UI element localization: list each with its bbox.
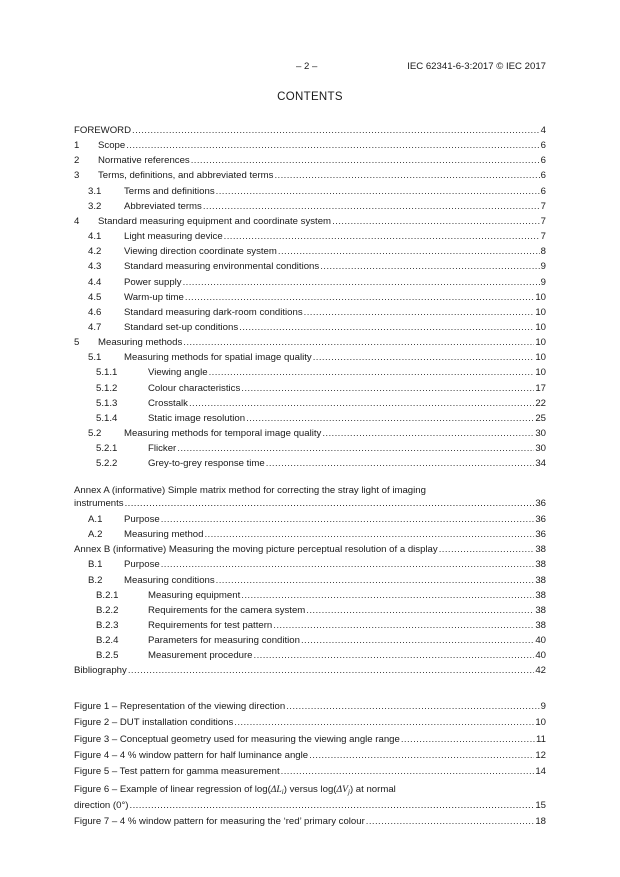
dot-leader (126, 139, 539, 153)
page-reference: 36 (535, 514, 546, 525)
figure-title-text: Figure 6 – Example of linear regression of log( (74, 784, 271, 795)
toc-entry-number: 4.7 (88, 322, 102, 333)
toc-entry-title: Light measuring device (124, 231, 223, 242)
toc-entry-title: Requirements for test pattern (148, 620, 273, 631)
toc-entry-title: Terms and definitions (124, 186, 215, 197)
figure-list-entry[interactable] (74, 815, 546, 829)
dot-leader (161, 513, 535, 527)
toc-entry-number: 3.2 (88, 201, 102, 212)
page-reference: 7 (540, 216, 546, 227)
toc-entry[interactable] (74, 336, 546, 350)
dot-leader (241, 382, 534, 396)
toc-entry-title: Measuring methods (98, 337, 183, 348)
dot-leader (128, 664, 535, 678)
toc-entry[interactable] (74, 558, 546, 572)
document-reference: IEC 62341-6-3:2017 © IEC 2017 (407, 61, 546, 72)
dot-leader (216, 574, 535, 588)
figure-list-entry[interactable] (74, 749, 546, 763)
toc-entry[interactable] (74, 442, 546, 456)
page-reference: 36 (535, 498, 546, 509)
toc-entry-title: Standard set-up conditions (124, 322, 239, 333)
toc-entry[interactable] (74, 215, 546, 229)
page-reference: 38 (535, 605, 546, 616)
figure-title: Figure 1 – Representation of the viewing direction (74, 701, 286, 712)
delta-l-symbol: ΔL (270, 784, 282, 795)
dot-leader (246, 412, 534, 426)
toc-entry-number: 3.1 (88, 186, 102, 197)
page-reference: 38 (535, 620, 546, 631)
page-reference: 10 (535, 337, 546, 348)
toc-entry-title: Requirements for the camera system (148, 605, 306, 616)
dot-leader (239, 321, 534, 335)
figure-list-entry-6[interactable] (74, 783, 546, 812)
toc-entry-title: Parameters for measuring condition (148, 635, 300, 646)
dot-leader (224, 230, 540, 244)
toc-entry[interactable] (74, 574, 546, 588)
toc-entry-title: Viewing direction coordinate system (124, 246, 277, 257)
toc-entry-number: 4.6 (88, 307, 102, 318)
toc-entry-title: Measuring method (124, 529, 204, 540)
toc-entry-title: Standard measuring equipment and coordinate system (98, 216, 332, 227)
toc-entry[interactable] (74, 200, 546, 214)
toc-entry-number: 5 (74, 337, 80, 348)
toc-entry-title: Normative references (98, 155, 190, 166)
dot-leader (125, 497, 535, 510)
toc-entry-number: 4.2 (88, 246, 102, 257)
toc-entry-title: FOREWORD (74, 125, 132, 136)
page-reference: 38 (535, 575, 546, 586)
dot-leader (266, 457, 535, 471)
toc-entry-number: B.2.4 (96, 635, 119, 646)
toc-entry-number: 5.1.1 (96, 367, 118, 378)
figure-list-entry[interactable] (74, 733, 546, 747)
toc-entry[interactable] (74, 664, 546, 678)
dot-leader (366, 815, 535, 829)
toc-entry-number: B.2.5 (96, 650, 119, 661)
page-reference: 7 (540, 231, 546, 242)
toc-entry-title: Standard measuring environmental conditions (124, 261, 320, 272)
dot-leader (322, 427, 534, 441)
toc-entry[interactable] (74, 154, 546, 168)
toc-entry-number: 5.2.2 (96, 458, 118, 469)
toc-entry-number: 5.1.4 (96, 413, 118, 424)
dot-leader (241, 589, 534, 603)
page-reference: 18 (535, 816, 546, 827)
figure-title-continued: direction (0°) (74, 800, 129, 811)
dot-leader (189, 397, 534, 411)
toc-entry-number: B.2.3 (96, 620, 119, 631)
toc-entry-title: Abbreviated terms (124, 201, 202, 212)
page-reference: 9 (540, 277, 546, 288)
toc-entry-title: Measuring methods for spatial image quality (124, 352, 312, 363)
toc-entry-title: Bibliography (74, 665, 127, 676)
toc-entry[interactable] (74, 169, 546, 183)
page-reference: 40 (535, 650, 546, 661)
toc-entry-number: 5.1.2 (96, 383, 118, 394)
toc-entry-number: 2 (74, 155, 80, 166)
toc-entry-number: 4.3 (88, 261, 102, 272)
figure-title: Figure 4 – 4 % window pattern for half luminance angle (74, 750, 309, 761)
dot-leader (332, 215, 540, 229)
page-reference: 25 (535, 413, 546, 424)
page-reference: 22 (535, 398, 546, 409)
toc-entry-title: Measuring equipment (148, 590, 241, 601)
page-reference: 40 (535, 635, 546, 646)
toc-entry[interactable] (74, 589, 546, 603)
toc-entry[interactable] (74, 382, 546, 396)
dot-leader (439, 543, 535, 557)
page-reference: 14 (535, 766, 546, 777)
dot-leader (301, 634, 534, 648)
toc-entry[interactable] (74, 139, 546, 153)
page-reference: 6 (540, 155, 546, 166)
toc-entry[interactable] (74, 412, 546, 426)
page-reference: 34 (535, 458, 546, 469)
page-reference: 10 (535, 717, 546, 728)
toc-entry-title: Measuring methods for temporal image quality (124, 428, 322, 439)
page-reference: 8 (540, 246, 546, 257)
dot-leader (234, 716, 534, 730)
toc-entry-number: 4.5 (88, 292, 102, 303)
toc-entry-title-continued: instruments (74, 498, 124, 509)
toc-entry-title: Grey-to-grey response time (148, 458, 265, 469)
toc-entry[interactable] (74, 185, 546, 199)
toc-entry[interactable] (74, 634, 546, 648)
dot-leader (203, 200, 540, 214)
toc-entry-title: Annex B (informative) Measuring the moving picture perceptual resolution of a display (74, 544, 438, 555)
toc-entry-number: B.2.1 (96, 590, 119, 601)
page-reference: 6 (540, 140, 546, 151)
toc-entry-number: 5.2.1 (96, 443, 118, 454)
toc-entry-title: Standard measuring dark-room conditions (124, 307, 303, 318)
figure-list-entry[interactable] (74, 716, 546, 730)
toc-entry[interactable] (74, 366, 546, 380)
toc-entry-title: Scope (98, 140, 126, 151)
toc-entry-number: 5.1.3 (96, 398, 118, 409)
page-reference: 11 (536, 734, 546, 745)
page-reference: 10 (535, 307, 546, 318)
page-reference: 38 (535, 544, 546, 555)
toc-entry-title: Crosstalk (148, 398, 188, 409)
dot-leader (216, 185, 540, 199)
page-reference: 17 (535, 383, 546, 394)
toc-entry-number: 4.4 (88, 277, 102, 288)
toc-entry[interactable] (74, 306, 546, 320)
dot-leader (281, 765, 535, 779)
toc-entry-title: Measuring conditions (124, 575, 215, 586)
toc-entry-title: Terms, definitions, and abbreviated terms (98, 170, 274, 181)
toc-entry[interactable] (74, 649, 546, 663)
dot-leader (183, 276, 540, 290)
page-reference: 6 (540, 170, 546, 181)
figure-title-text: ) versus log( (283, 784, 337, 795)
dot-leader (209, 366, 535, 380)
toc-entry-title: Warm-up time (124, 292, 184, 303)
page-reference: 4 (540, 125, 546, 136)
page-reference: 12 (535, 750, 546, 761)
figure-title: Figure 3 – Conceptual geometry used for measuring the viewing angle range (74, 734, 400, 745)
page-reference: 30 (535, 428, 546, 439)
dot-leader (185, 291, 534, 305)
toc-entry[interactable] (74, 457, 546, 471)
dot-leader (254, 649, 535, 663)
toc-entry[interactable] (74, 291, 546, 305)
dot-leader (177, 442, 534, 456)
page-reference: 7 (540, 201, 546, 212)
toc-entry-number: 3 (74, 170, 80, 181)
page-reference: 38 (535, 559, 546, 570)
toc-entry[interactable] (74, 513, 546, 527)
toc-entry-number: 5.2 (88, 428, 102, 439)
figure-list-entry[interactable] (74, 765, 546, 779)
toc-entry-title: Viewing angle (148, 367, 208, 378)
toc-entry[interactable] (74, 230, 546, 244)
page-reference: 10 (535, 322, 546, 333)
toc-entry-title: Purpose (124, 514, 160, 525)
dot-leader (306, 604, 534, 618)
toc-entry-number: A.2 (88, 529, 103, 540)
dot-leader (161, 558, 535, 572)
toc-entry[interactable] (74, 351, 546, 365)
figure-list-entry[interactable] (74, 700, 546, 714)
toc-entry-number: A.1 (88, 514, 103, 525)
dot-leader (273, 619, 534, 633)
toc-entry-title: Measurement procedure (148, 650, 253, 661)
page-reference: 10 (535, 292, 546, 303)
toc-entry[interactable] (74, 528, 546, 542)
toc-entry-annex-a[interactable] (74, 484, 546, 510)
toc-entry-number: B.2.2 (96, 605, 119, 616)
dot-leader (191, 154, 540, 168)
page-reference: 9 (540, 701, 546, 712)
dot-leader (313, 351, 535, 365)
page-reference: 36 (535, 529, 546, 540)
toc-entry-number: 1 (74, 140, 80, 151)
toc-entry[interactable] (74, 397, 546, 411)
page-reference: 9 (540, 261, 546, 272)
toc-entry[interactable] (74, 543, 546, 557)
toc-entry-number: B.1 (88, 559, 103, 570)
figure-title (74, 783, 546, 799)
toc-entry[interactable] (74, 260, 546, 274)
page-reference: 38 (535, 590, 546, 601)
toc-entry-title: Flicker (148, 443, 177, 454)
page-title: CONTENTS (277, 91, 343, 103)
toc-entry-title: Static image resolution (148, 413, 246, 424)
toc-entry[interactable] (74, 245, 546, 259)
toc-entry-number: 5.1 (88, 352, 102, 363)
toc-entry-number: 4.1 (88, 231, 102, 242)
toc-entry[interactable] (74, 276, 546, 290)
toc-entry-title: Power supply (124, 277, 182, 288)
dot-leader (278, 245, 540, 259)
page-reference: 15 (535, 800, 546, 811)
dot-leader (309, 749, 534, 763)
figure-title: Figure 2 – DUT installation conditions (74, 717, 234, 728)
page-number: – 2 – (296, 61, 318, 72)
dot-leader (286, 700, 539, 714)
page-reference: 30 (535, 443, 546, 454)
delta-v-symbol: ΔV (336, 784, 348, 795)
toc-entry[interactable] (74, 619, 546, 633)
subscript-j: j (347, 788, 350, 796)
dot-leader (132, 124, 540, 138)
figure-title-text: ) at normal (349, 784, 396, 795)
page-header (0, 60, 620, 74)
dot-leader (274, 169, 539, 183)
toc-entry-number: B.2 (88, 575, 103, 586)
figure-title: Figure 7 – 4 % window pattern for measuring the ‘red’ primary colour (74, 816, 365, 827)
page-reference: 42 (535, 665, 546, 676)
page-reference: 10 (535, 352, 546, 363)
dot-leader (304, 306, 535, 320)
subscript-i: i (281, 788, 284, 796)
toc-entry[interactable] (74, 321, 546, 335)
dot-leader (320, 260, 539, 274)
dot-leader (401, 733, 535, 747)
toc-entry-title: Colour characteristics (148, 383, 241, 394)
toc-entry-number: 4 (74, 216, 80, 227)
dot-leader (204, 528, 534, 542)
figure-title: Figure 5 – Test pattern for gamma measurement (74, 766, 280, 777)
page-reference: 10 (535, 367, 546, 378)
toc-entry[interactable] (74, 124, 546, 138)
page-reference: 6 (540, 186, 546, 197)
dot-leader (130, 799, 535, 812)
dot-leader (183, 336, 534, 350)
toc-entry-title: Purpose (124, 559, 160, 570)
toc-entry[interactable] (74, 604, 546, 618)
toc-entry-title: Annex A (informative) Simple matrix method for correcting the stray light of imaging (74, 485, 426, 496)
toc-entry[interactable] (74, 427, 546, 441)
